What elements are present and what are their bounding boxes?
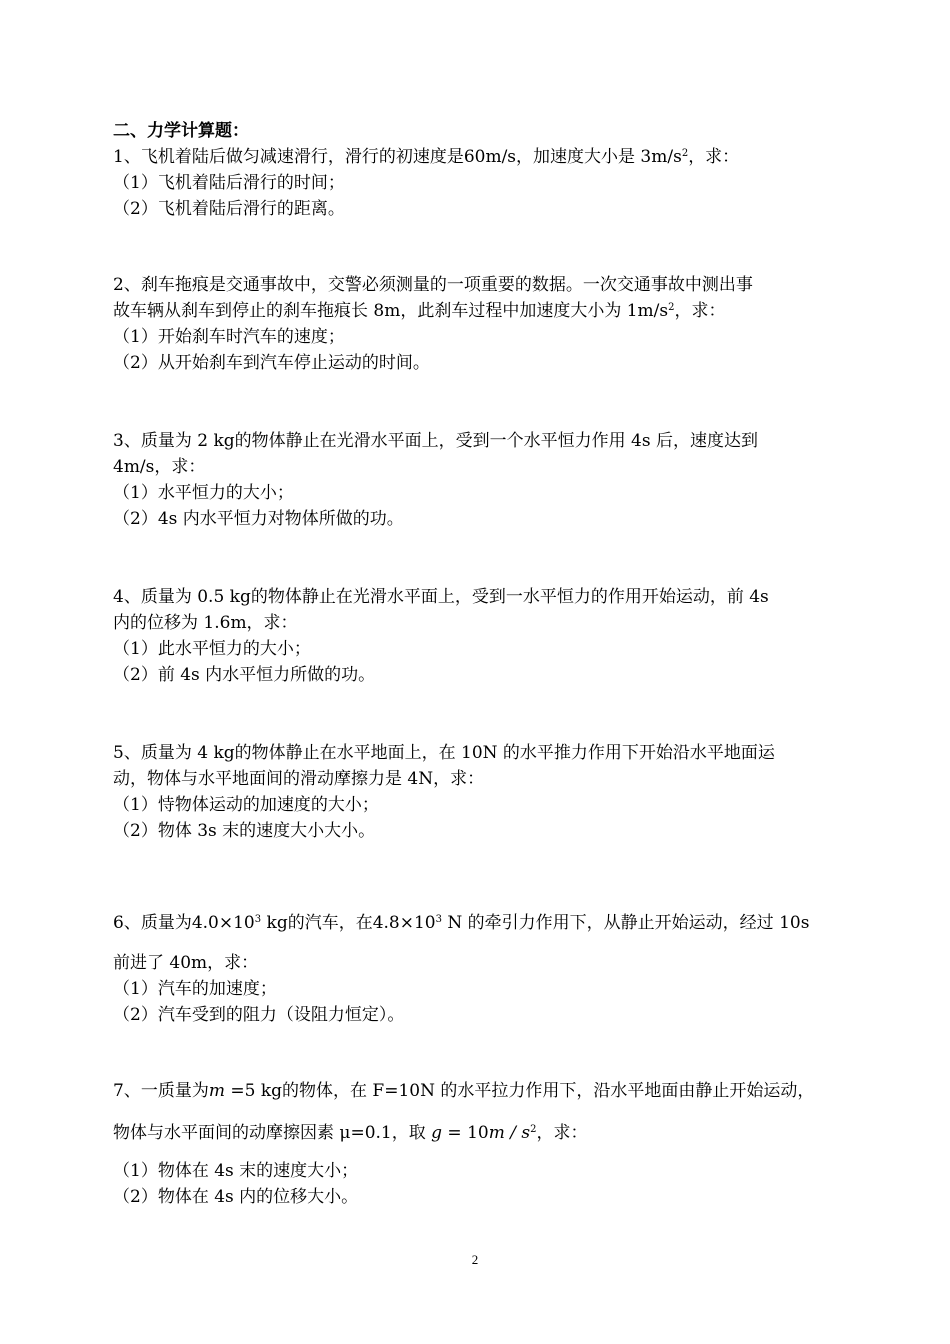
problem-5-text-line-1: 5、质量为 4 kg的物体静止在水平地面上，在 10N 的水平推力作用下开始沿水平地面运 [113, 743, 775, 763]
problem-7-text-line-2: 物体与水平面间的动摩擦因素 μ=0.1，取 $g = 10m / s^2$，求： [113, 1123, 588, 1143]
problem-7-question-1: （1）物体在 4s 末的速度大小； [113, 1161, 359, 1181]
problem-3-question-1: （1）水平恒力的大小； [113, 483, 294, 503]
problem-3-question-2: （2）4s 内水平恒力对物体所做的功。 [113, 509, 404, 529]
problem-1-question-2: （2）飞机着陆后滑行的距离。 [113, 199, 345, 219]
problem-1-text: 1、飞机着陆后做匀减速滑行，滑行的初速度是60m/s，加速度大小是 $3m/s^2$，求： [113, 147, 740, 167]
problem-1-question-1: （1）飞机着陆后滑行的时间； [113, 173, 345, 193]
problem-6-text-line-2: 前进了 40m，求： [113, 953, 259, 973]
problem-4-question-1: （1）此水平恒力的大小； [113, 639, 311, 659]
problem-6-text-line-1: 6、质量为$4.0\times 10^3$ kg的汽车，在$4.8\times 10^3$ N 的牵引力作用下，从静止开始运动，经过 10s [113, 913, 810, 933]
problem-5-question-1: （1）恃物体运动的加速度的大小； [113, 795, 379, 815]
problem-5-text-line-2: 动，物体与水平地面间的滑动摩擦力是 4N，求： [113, 769, 485, 789]
problem-2-text-line-1: 2、刹车拖痕是交通事故中，交警必须测量的一项重要的数据。一次交通事故中测出事 [113, 275, 753, 295]
problem-6-question-1: （1）汽车的加速度； [113, 979, 277, 999]
problem-3-text-line-1: 3、质量为 2 kg的物体静止在光滑水平面上，受到一个水平恒力作用 4s 后，速度达到 [113, 431, 758, 451]
problem-5-question-2: （2）物体 3s 末的速度大小大小。 [113, 821, 376, 841]
section-title: 二、力学计算题： [113, 121, 249, 141]
problem-7-question-2: （2）物体在 4s 内的位移大小。 [113, 1187, 359, 1207]
problem-2-question-2: （2）从开始刹车到汽车停止运动的时间。 [113, 353, 430, 373]
problem-4-text-line-2: 内的位移为 1.6m，求： [113, 613, 298, 633]
problem-3-text-line-2: 4m/s，求： [113, 457, 206, 477]
problem-4-text-line-1: 4、质量为 0.5 kg的物体静止在光滑水平面上，受到一水平恒力的作用开始运动，前 4s [113, 587, 769, 607]
problem-2-text-line-2: 故车辆从刹车到停止的刹车拖痕长 8m，此刹车过程中加速度大小为 $1m/s^2$，求： [113, 301, 726, 321]
page-number: 2 [471, 1252, 479, 1267]
problem-6-question-2: （2）汽车受到的阻力（设阻力恒定）。 [113, 1005, 405, 1025]
problem-2-question-1: （1）开始刹车时汽车的速度； [113, 327, 345, 347]
problem-7-text-line-1: 7、一质量为m =5 kg的物体，在 F=10N 的水平拉力作用下，沿水平地面由静止开始运动， [113, 1081, 815, 1101]
problem-4-question-2: （2）前 4s 内水平恒力所做的功。 [113, 665, 376, 685]
